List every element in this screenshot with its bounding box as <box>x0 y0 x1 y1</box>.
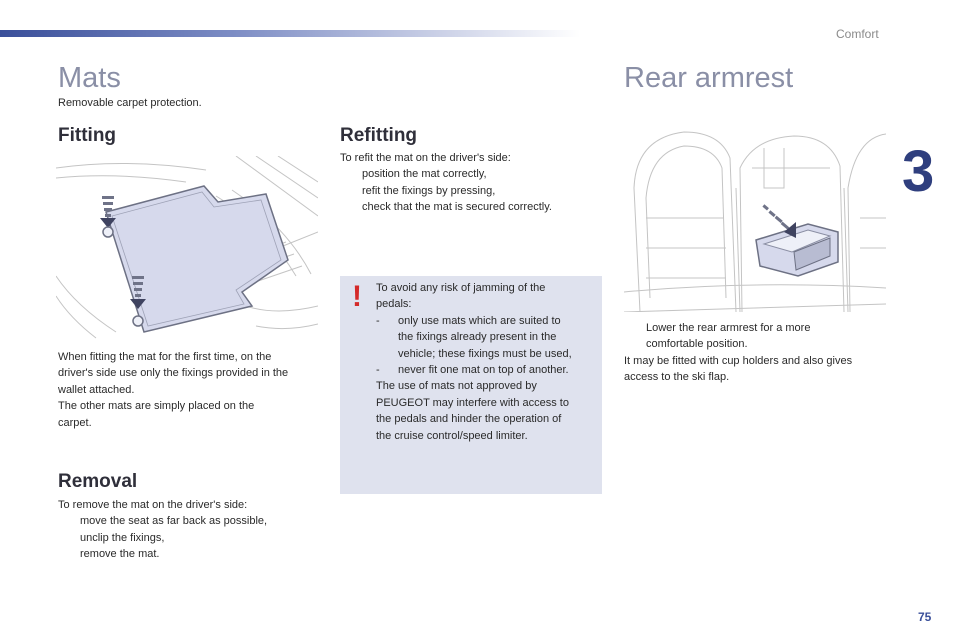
warning-line: The use of mats not approved by <box>376 380 537 393</box>
warning-dash-item: the fixings already present in the <box>398 331 557 344</box>
chapter-number: 3 <box>902 139 933 204</box>
fitting-illustration <box>56 156 318 342</box>
warning-line: the cruise control/speed limiter. <box>376 429 528 442</box>
warning-dash-item: vehicle; these fixings must be used, <box>398 347 572 360</box>
bullet-icon <box>58 530 80 546</box>
refitting-step: refit the fixings by pressing, <box>340 183 610 199</box>
warning-line: the pedals and hinder the operation of <box>376 413 562 426</box>
removal-text <box>58 497 328 563</box>
fitting-line: wallet attached. <box>58 383 135 396</box>
fitting-line: driver's side use only the fixings provided in the <box>58 367 289 380</box>
removal-step: remove the mat. <box>58 546 328 562</box>
warning-line: pedals: <box>376 298 412 311</box>
mats-title: Mats <box>58 62 121 94</box>
armrest-step: Lower the rear armrest for a more <box>624 320 924 336</box>
armrest-note: It may be fitted with cup holders and also gives <box>624 354 853 367</box>
refitting-text <box>340 150 610 216</box>
bullet-icon <box>340 199 362 215</box>
removal-intro: To remove the mat on the driver's side: <box>58 499 248 511</box>
warning-text <box>376 280 598 444</box>
warning-dash-item: - never fit one mat on top of another. <box>376 364 569 377</box>
warning-icon: ! <box>352 280 362 313</box>
page-number: 75 <box>918 610 932 624</box>
armrest-text <box>624 320 924 386</box>
refitting-step: check that the mat is secured correctly. <box>340 199 610 215</box>
warning-line: To avoid any risk of jamming of the <box>376 282 546 294</box>
fitting-line: carpet. <box>58 416 92 429</box>
armrest-note: access to the ski flap. <box>624 371 730 384</box>
fitting-line: When fitting the mat for the first time, on the <box>58 351 272 363</box>
fitting-heading: Fitting <box>58 125 117 146</box>
warning-box <box>340 276 602 494</box>
removal-heading: Removal <box>58 471 138 492</box>
bullet-icon <box>624 320 646 336</box>
removal-step: unclip the fixings, <box>58 530 328 546</box>
warning-dash-item: - only use mats which are suited to <box>376 314 561 327</box>
bullet-icon <box>340 183 362 199</box>
armrest-title: Rear armrest <box>624 62 794 94</box>
removal-step: move the seat as far back as possible, <box>58 513 328 529</box>
fitting-text <box>58 349 328 431</box>
refitting-intro: To refit the mat on the driver's side: <box>340 152 511 164</box>
refitting-heading: Refitting <box>340 125 418 146</box>
armrest-illustration <box>624 128 886 312</box>
bullet-icon <box>58 513 80 529</box>
warning-line: PEUGEOT may interfere with access to <box>376 396 569 409</box>
header-bar <box>0 30 580 37</box>
mats-intro: Removable carpet protection. <box>58 97 202 109</box>
section-title: Comfort <box>836 27 879 41</box>
fitting-line: The other mats are simply placed on the <box>58 400 255 413</box>
bullet-icon <box>58 546 80 562</box>
refitting-step: position the mat correctly, <box>340 166 610 182</box>
bullet-icon <box>340 166 362 182</box>
armrest-step-cont: comfortable position. <box>646 338 748 351</box>
